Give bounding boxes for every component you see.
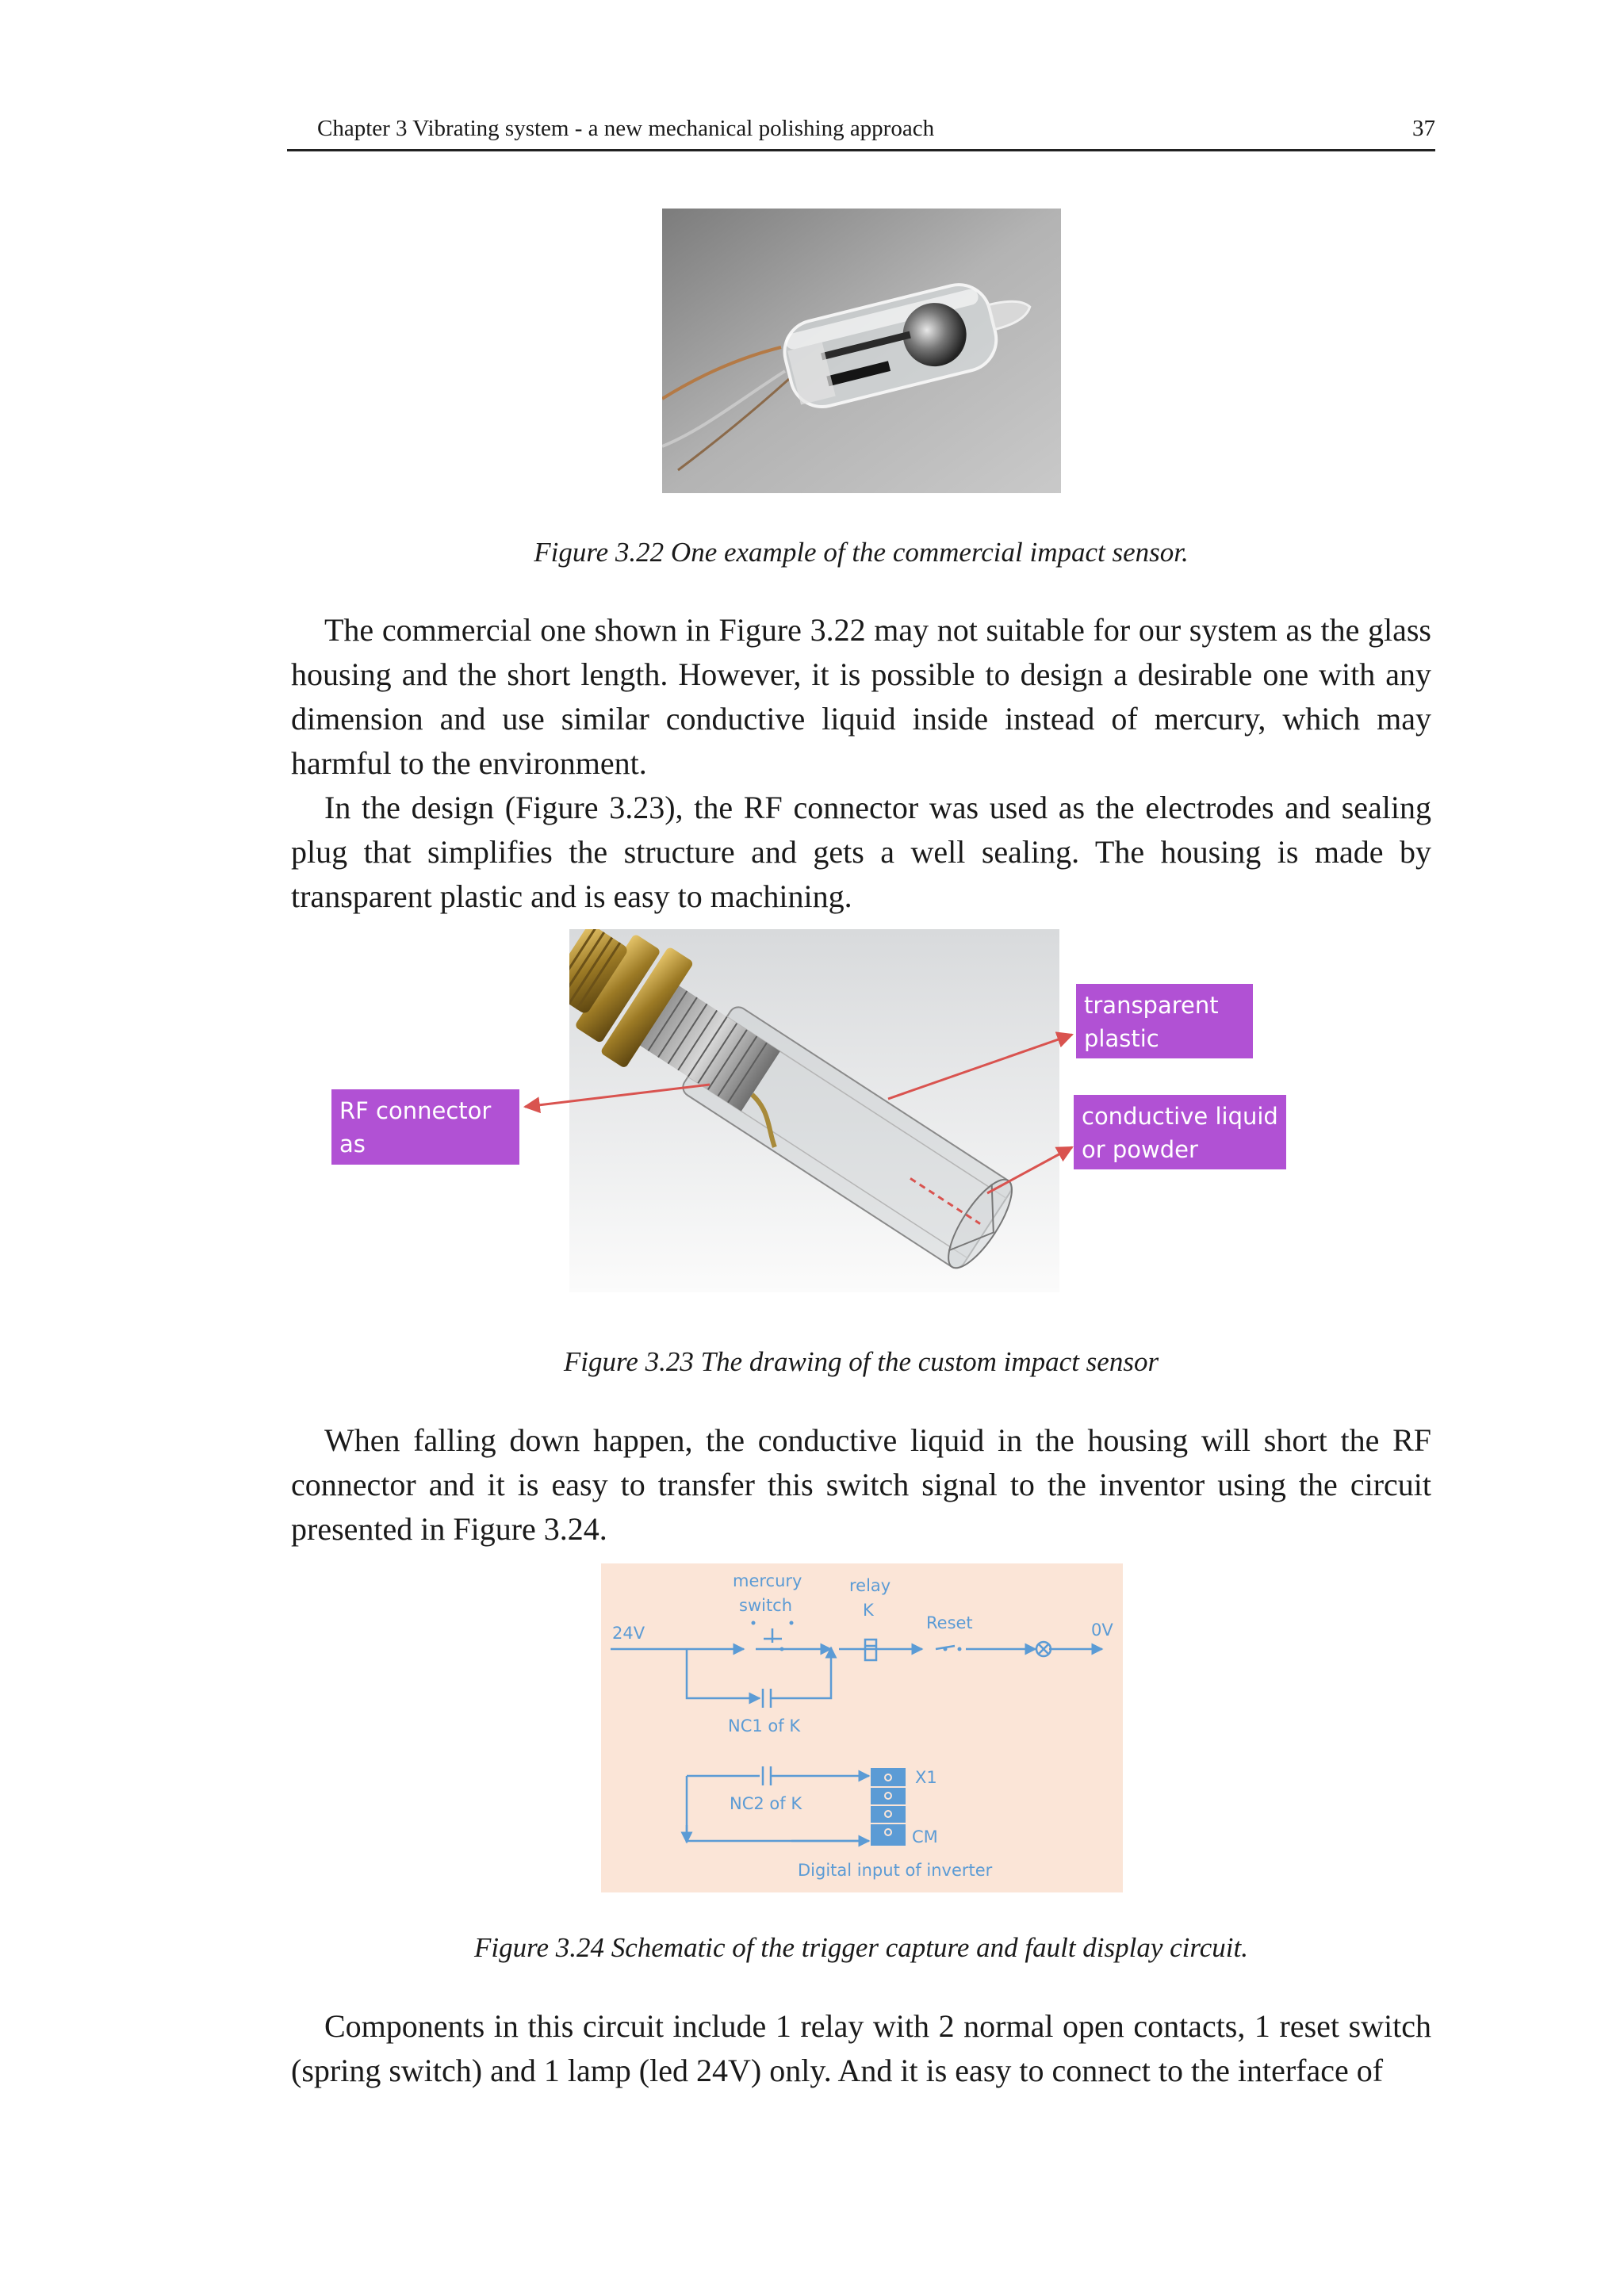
label-x1: X1 (915, 1768, 937, 1787)
label-24v: 24V (612, 1624, 645, 1643)
label-0v: 0V (1091, 1621, 1113, 1640)
label-nc1: NC1 of K (728, 1716, 801, 1735)
label-relay-k: K (863, 1601, 874, 1620)
label-nc2: NC2 of K (730, 1794, 802, 1813)
callout-conductive-liquid: conductive liquid or powder (1074, 1095, 1286, 1169)
custom-sensor-drawing (569, 929, 1059, 1292)
chapter-title: Chapter 3 Vibrating system - a new mechanical polishing approach (317, 116, 935, 141)
figure-3-23-caption: Figure 3.23 The drawing of the custom impact sensor (563, 1346, 1159, 1377)
figure-3-24-caption: Figure 3.24 Schematic of the trigger capture and fault display circuit. (474, 1932, 1248, 1963)
paragraph-1: The commercial one shown in Figure 3.22 may not suitable for our system as the glass housing and the short length. However, it is possible to design a desirable one with any dimension and use similar conductive liquid inside instead of mercury, which may harmful to the environment. (291, 612, 1431, 781)
label-reset: Reset (926, 1613, 973, 1632)
figure-3-22-caption: Figure 3.22 One example of the commercial impact sensor. (534, 537, 1189, 568)
trigger-circuit-schematic (601, 1563, 1123, 1892)
impact-sensor-photo (662, 209, 1061, 493)
paragraph-2: In the design (Figure 3.23), the RF connector was used as the electrodes and sealing plug that simplifies the structure and gets a well sealing. The housing is made by transparent plastic and is easy to machining. (291, 790, 1431, 914)
paragraph-4: Components in this circuit include 1 relay with 2 normal open contacts, 1 reset switch (spring switch) and 1 lamp (led 24V) only. And it is easy to connect to the interface of (291, 2008, 1431, 2088)
label-digital-input: Digital input of inverter (798, 1861, 993, 1880)
page-number: 37 (1412, 116, 1435, 141)
callout-rf-connector: RF connector as the electrodes (331, 1089, 519, 1165)
running-header (287, 95, 1435, 151)
label-mercury: mercury (733, 1571, 802, 1590)
label-cm: CM (912, 1827, 938, 1846)
label-relay: relay (849, 1576, 891, 1595)
callout-plastic-housing: transparent plastic housing (1076, 984, 1253, 1058)
label-switch: switch (739, 1596, 793, 1615)
paragraph-3: When falling down happen, the conductive liquid in the housing will short the RF connector and it is easy to transfer this switch signal to the inventor using the circuit presented in Figure 3.24. (291, 1422, 1431, 1547)
